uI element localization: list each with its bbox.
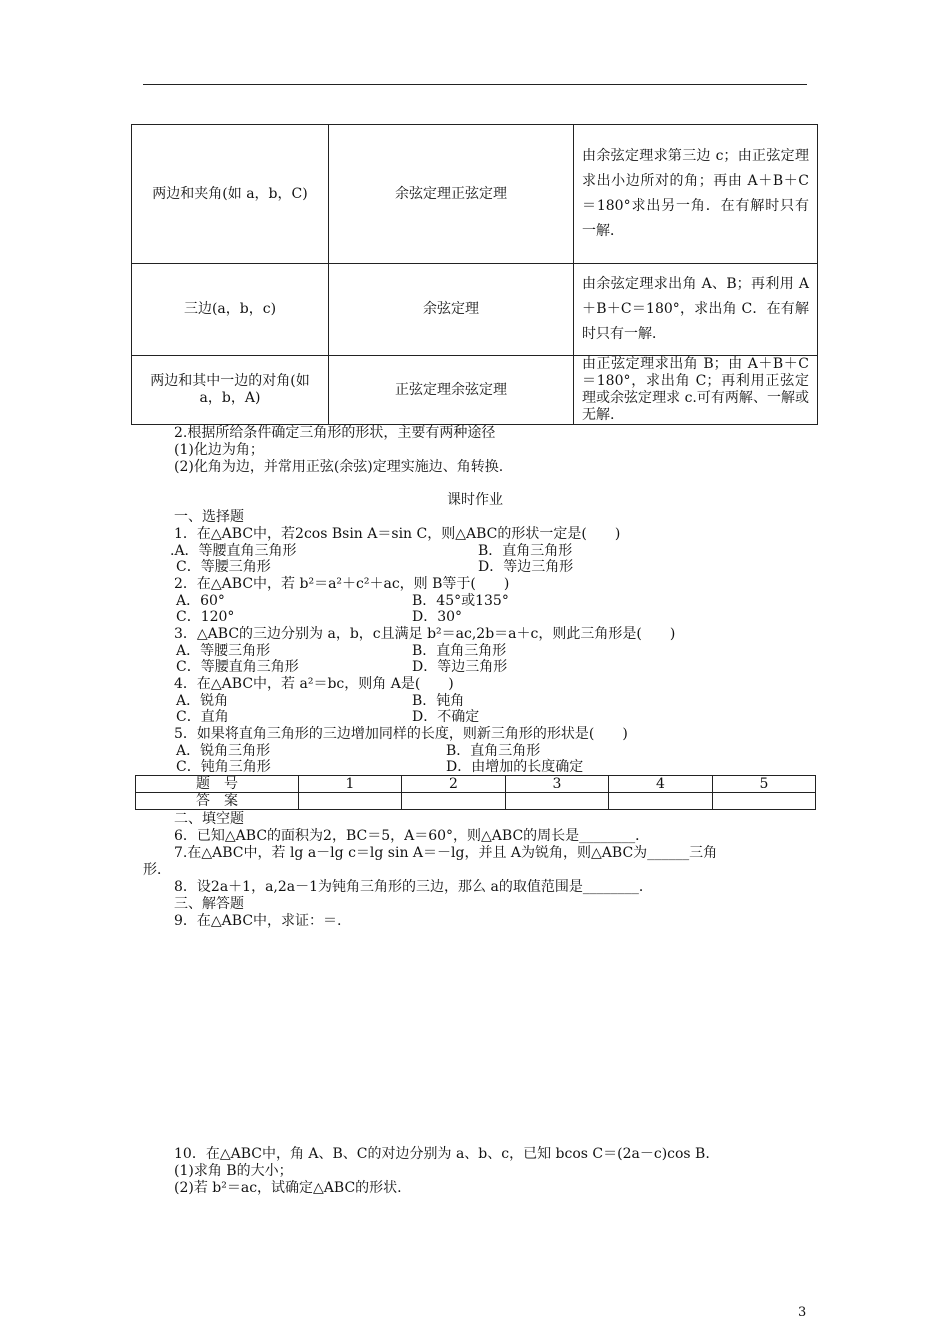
question-stem: 1．在△ABC中，若2cos Bsin A＝sin C，则△ABC的形状一定是( ) [174, 526, 621, 542]
table-cell: 余弦定理 [329, 264, 574, 356]
question-stem: 9．在△ABC中，求证：＝. [174, 913, 342, 929]
section-heading: 二、填空题 [174, 811, 244, 827]
answer-blank[interactable] [506, 793, 609, 810]
answer-number: 5 [713, 776, 816, 793]
answer-number: 1 [299, 776, 402, 793]
option: A．60° [176, 593, 225, 609]
option: D．等边三角形 [412, 659, 508, 675]
option: C．直角 [176, 709, 229, 725]
table-cell: 正弦定理余弦定理 [329, 356, 574, 425]
table-cell: 两边和夹角(如 a，b，C) [132, 125, 329, 264]
question-stem: 4．在△ABC中，若 a²＝bc，则角 A是( ) [174, 676, 454, 692]
option: B．直角三角形 [446, 743, 541, 759]
summary-line: (2)化角为边，并常用正弦(余弦)定理实施边、角转换. [174, 459, 504, 475]
option: B．45°或135° [412, 593, 509, 609]
table-cell: 由正弦定理求出角 B；由 A＋B＋C＝180°，求出角 C；再利用正弦定理或余弦定理求 c.可有两解、一解或无解. [574, 356, 818, 425]
summary-line: 2.根据所给条件确定三角形的形状，主要有两种途径 [174, 425, 496, 441]
table-cell: 余弦定理正弦定理 [329, 125, 574, 264]
answer-number: 4 [609, 776, 713, 793]
table-cell: 由余弦定理求第三边 c；由正弦定理求出小边所对的角；再由 A＋B＋C＝180°求出另一角．在有解时只有一解． [574, 125, 818, 264]
answer-blank[interactable] [402, 793, 506, 810]
section-heading: 一、选择题 [174, 509, 244, 525]
header-rule [143, 84, 807, 85]
page-number: 3 [798, 1305, 807, 1320]
option: D．由增加的长度确定 [446, 759, 584, 775]
option: A．等腰三角形 [176, 643, 271, 659]
table-cell: 由余弦定理求出角 A、B；再利用 A＋B＋C＝180°，求出角 C．在有解时只有一解． [574, 264, 818, 356]
answer-blank[interactable] [713, 793, 816, 810]
answer-table-header: 题 号 [136, 776, 299, 793]
table-row [136, 776, 816, 793]
answer-table [135, 775, 816, 810]
question-stem: 6．已知△ABC的面积为2，BC＝5，A＝60°，则△ABC的周长是________． [174, 828, 650, 844]
option: D．30° [412, 609, 463, 625]
option: D．等边三角形 [478, 559, 574, 575]
question-stem: 10．在△ABC中，角 A、B、C的对边分别为 a、b、c，已知 bcos C＝(2a－c)cos B. [174, 1146, 710, 1162]
option: B．直角三角形 [412, 643, 507, 659]
question-part: (1)求角 B的大小； [174, 1163, 293, 1179]
option: A．锐角三角形 [176, 743, 271, 759]
table-cell: 三边(a，b，c) [132, 264, 329, 356]
option: C．钝角三角形 [176, 759, 271, 775]
summary-line: (1)化边为角； [174, 442, 264, 458]
question-stem: 5．如果将直角三角形的三边增加同样的长度，则新三角形的形状是( ) [174, 726, 628, 742]
table-cell: 两边和其中一边的对角(如 a，b，A) [132, 356, 329, 425]
question-stem: 7.在△ABC中，若 lg a－lg c＝lg sin A＝－lg，并且 A为锐角，则△ABC为______三角 [174, 845, 718, 861]
option: B．钝角 [412, 693, 465, 709]
option: .A．等腰直角三角形 [170, 543, 297, 559]
question-stem: 形． [143, 862, 171, 878]
option: C．等腰三角形 [176, 559, 271, 575]
option: D．不确定 [412, 709, 480, 725]
answer-blank[interactable] [609, 793, 713, 810]
option: B．直角三角形 [478, 543, 573, 559]
answer-table-header: 答 案 [136, 793, 299, 810]
method-table [131, 124, 818, 425]
question-stem: 3．△ABC的三边分别为 a，b，c且满足 b²＝ac,2b＝a＋c，则此三角形是( ) [174, 626, 676, 642]
section-heading: 三、解答题 [174, 896, 244, 912]
table-row [132, 356, 818, 425]
table-row [132, 264, 818, 356]
homework-title: 课时作业 [447, 492, 503, 508]
option: C．等腰直角三角形 [176, 659, 299, 675]
question-stem: 2．在△ABC中，若 b²＝a²＋c²＋ac，则 B等于( ) [174, 576, 510, 592]
option: A．锐角 [176, 693, 229, 709]
answer-number: 2 [402, 776, 506, 793]
answer-number: 3 [506, 776, 609, 793]
table-row [132, 125, 818, 264]
question-part: (2)若 b²＝ac，试确定△ABC的形状. [174, 1180, 402, 1196]
option: C．120° [176, 609, 235, 625]
answer-blank[interactable] [299, 793, 402, 810]
question-stem: 8．设2a＋1，a,2a－1为钝角三角形的三边，那么 a的取值范围是________． [174, 879, 653, 895]
table-row [136, 793, 816, 810]
